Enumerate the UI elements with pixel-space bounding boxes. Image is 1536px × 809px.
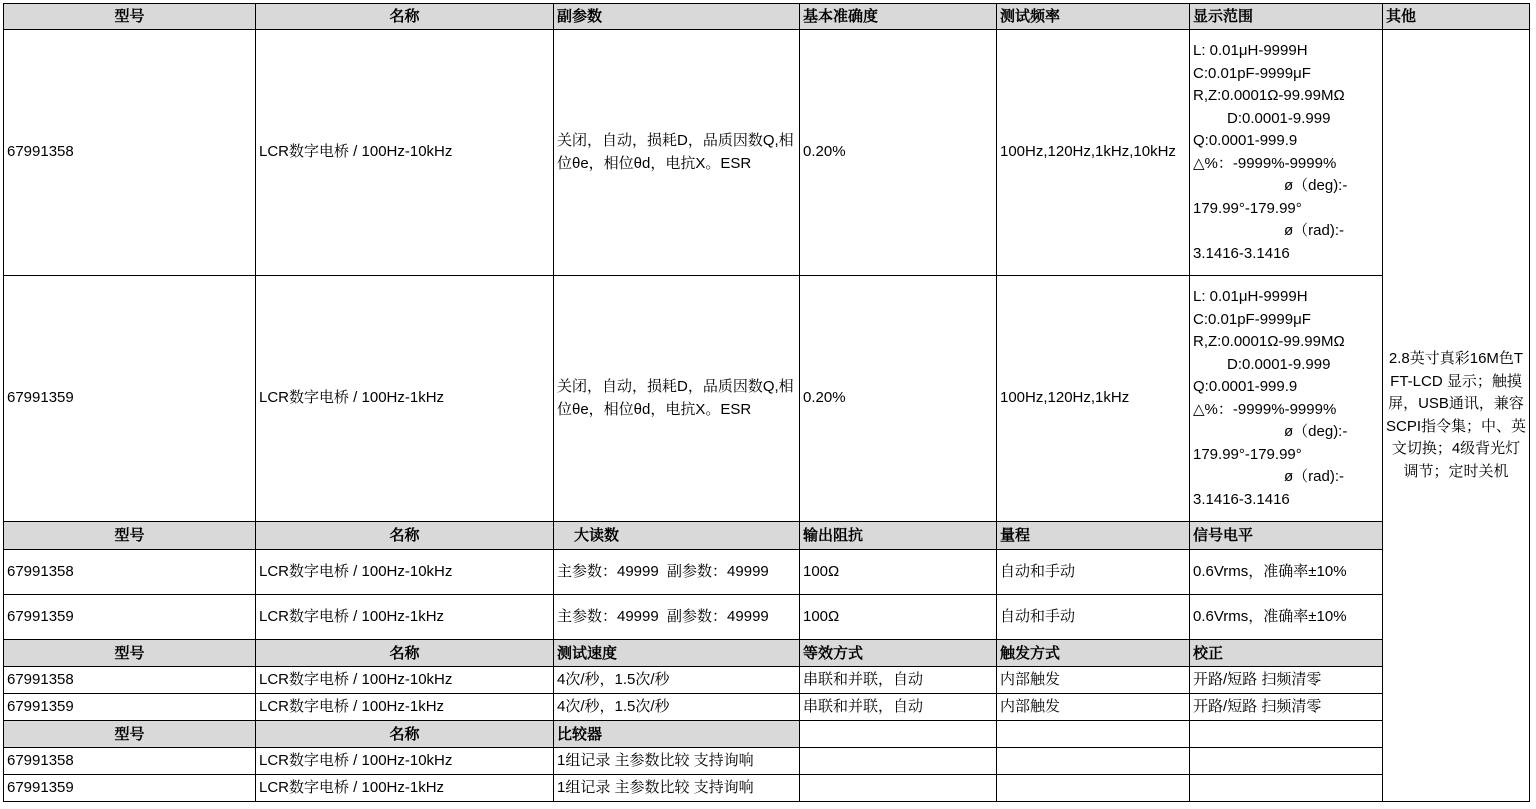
header-test-frequency: 测试频率 <box>997 4 1190 30</box>
name-cell: LCR数字电桥 / 100Hz-1kHz <box>256 775 554 802</box>
header-model: 型号 <box>4 522 256 550</box>
header-sub-params: 副参数 <box>554 4 800 30</box>
range-rz: R,Z:0.0001Ω-99.99MΩ <box>1193 333 1345 350</box>
header-row-1 <box>4 4 1530 30</box>
table-row <box>4 775 1530 802</box>
table-row <box>4 30 1530 276</box>
display-range-cell <box>1190 276 1383 522</box>
name-cell: LCR数字电桥 / 100Hz-1kHz <box>256 276 554 522</box>
accuracy-cell: 0.20% <box>800 276 997 522</box>
trigger-cell: 内部触发 <box>997 667 1190 694</box>
speed-cell: 4次/秒，1.5次/秒 <box>554 694 800 721</box>
range-c: C:0.01pF-9999μF <box>1193 64 1311 82</box>
equivalent-cell: 串联和并联，自动 <box>800 694 997 721</box>
sub-params-cell: 关闭，自动，损耗D，品质因数Q,相位θe，相位θd，电抗X。ESR <box>554 30 800 276</box>
header-equivalent-mode: 等效方式 <box>800 640 997 667</box>
header-name: 名称 <box>256 4 554 30</box>
header-output-impedance: 输出阻抗 <box>800 522 997 550</box>
header-name: 名称 <box>256 721 554 748</box>
header-signal-level: 信号电平 <box>1190 522 1383 550</box>
header-row-3 <box>4 640 1530 667</box>
header-model: 型号 <box>4 721 256 748</box>
calibration-cell: 开路/短路 扫频清零 <box>1190 694 1383 721</box>
model-cell: 67991358 <box>4 30 256 276</box>
name-cell: LCR数字电桥 / 100Hz-10kHz <box>256 550 554 595</box>
model-cell: 67991359 <box>4 595 256 640</box>
range-d: D:0.0001-9.999 <box>1227 355 1331 373</box>
range-cell: 自动和手动 <box>997 595 1190 640</box>
signal-level-cell: 0.6Vrms，准确率±10% <box>1190 550 1383 595</box>
table-row <box>4 694 1530 721</box>
range-rad-a: ø（rad):- <box>1284 468 1345 485</box>
table-row <box>4 595 1530 640</box>
impedance-cell: 100Ω <box>800 550 997 595</box>
range-cell: 自动和手动 <box>997 550 1190 595</box>
empty-cell <box>997 775 1190 802</box>
empty-cell <box>1190 721 1383 748</box>
model-cell: 67991359 <box>4 276 256 522</box>
signal-level-cell: 0.6Vrms，准确率±10% <box>1190 595 1383 640</box>
calibration-cell: 开路/短路 扫频清零 <box>1190 667 1383 694</box>
range-c: C:0.01pF-9999μF <box>1193 310 1311 328</box>
table-row <box>4 276 1530 522</box>
table-row <box>4 748 1530 775</box>
range-deg-a: ø（deg):- <box>1284 177 1348 194</box>
range-rad-b: 3.1416-3.1416 <box>1193 490 1290 508</box>
header-model: 型号 <box>4 640 256 667</box>
range-pct: △%：-9999%-9999% <box>1193 400 1337 418</box>
header-row-2 <box>4 522 1530 550</box>
table-row <box>4 550 1530 595</box>
range-d: D:0.0001-9.999 <box>1227 109 1331 127</box>
spec-table <box>3 3 1530 802</box>
header-test-speed: 测试速度 <box>554 640 800 667</box>
header-model: 型号 <box>4 4 256 30</box>
empty-cell <box>800 775 997 802</box>
model-cell: 67991358 <box>4 550 256 595</box>
reading-cell: 主参数：49999 副参数：49999 <box>554 595 800 640</box>
comparator-cell: 1组记录 主参数比较 支持询响 <box>554 748 800 775</box>
range-l: L: 0.01μH-9999H <box>1193 42 1308 59</box>
range-rad-a: ø（rad):- <box>1284 222 1345 239</box>
range-q: Q:0.0001-999.9 <box>1193 132 1298 149</box>
header-name: 名称 <box>256 522 554 550</box>
empty-cell <box>997 721 1190 748</box>
range-q: Q:0.0001-999.9 <box>1193 378 1298 395</box>
name-cell: LCR数字电桥 / 100Hz-1kHz <box>256 694 554 721</box>
empty-cell <box>1190 775 1383 802</box>
other-features-cell: 2.8英寸真彩16M色TFT-LCD 显示；触摸屏，USB通讯，兼容SCPI指令集；中、英文切换；4级背光灯调节；定时关机 <box>1383 30 1530 802</box>
frequency-cell: 100Hz,120Hz,1kHz,10kHz <box>997 30 1190 276</box>
model-cell: 67991358 <box>4 748 256 775</box>
accuracy-cell: 0.20% <box>800 30 997 276</box>
header-other: 其他 <box>1383 4 1530 30</box>
header-comparator: 比较器 <box>554 721 800 748</box>
name-cell: LCR数字电桥 / 100Hz-10kHz <box>256 748 554 775</box>
empty-cell <box>1190 748 1383 775</box>
empty-cell <box>800 748 997 775</box>
table-row <box>4 667 1530 694</box>
model-cell: 67991359 <box>4 775 256 802</box>
header-calibration: 校正 <box>1190 640 1383 667</box>
range-rad-b: 3.1416-3.1416 <box>1193 244 1290 262</box>
header-accuracy: 基本准确度 <box>800 4 997 30</box>
range-pct: △%：-9999%-9999% <box>1193 154 1337 172</box>
header-max-reading: 大读数 <box>554 522 800 550</box>
empty-cell <box>997 748 1190 775</box>
range-deg-a: ø（deg):- <box>1284 423 1348 440</box>
empty-cell <box>800 721 997 748</box>
model-cell: 67991358 <box>4 667 256 694</box>
name-cell: LCR数字电桥 / 100Hz-10kHz <box>256 30 554 276</box>
range-rz: R,Z:0.0001Ω-99.99MΩ <box>1193 87 1345 104</box>
impedance-cell: 100Ω <box>800 595 997 640</box>
header-range: 量程 <box>997 522 1190 550</box>
trigger-cell: 内部触发 <box>997 694 1190 721</box>
range-deg-b: 179.99°-179.99° <box>1193 445 1302 463</box>
frequency-cell: 100Hz,120Hz,1kHz <box>997 276 1190 522</box>
display-range-cell <box>1190 30 1383 276</box>
header-display-range: 显示范围 <box>1190 4 1383 30</box>
sub-params-cell: 关闭，自动，损耗D，品质因数Q,相位θe，相位θd，电抗X。ESR <box>554 276 800 522</box>
header-name: 名称 <box>256 640 554 667</box>
header-trigger-mode: 触发方式 <box>997 640 1190 667</box>
name-cell: LCR数字电桥 / 100Hz-10kHz <box>256 667 554 694</box>
reading-cell: 主参数：49999 副参数：49999 <box>554 550 800 595</box>
equivalent-cell: 串联和并联，自动 <box>800 667 997 694</box>
model-cell: 67991359 <box>4 694 256 721</box>
range-l: L: 0.01μH-9999H <box>1193 288 1308 305</box>
range-deg-b: 179.99°-179.99° <box>1193 199 1302 217</box>
header-row-4 <box>4 721 1530 748</box>
name-cell: LCR数字电桥 / 100Hz-1kHz <box>256 595 554 640</box>
comparator-cell: 1组记录 主参数比较 支持询响 <box>554 775 800 802</box>
speed-cell: 4次/秒，1.5次/秒 <box>554 667 800 694</box>
